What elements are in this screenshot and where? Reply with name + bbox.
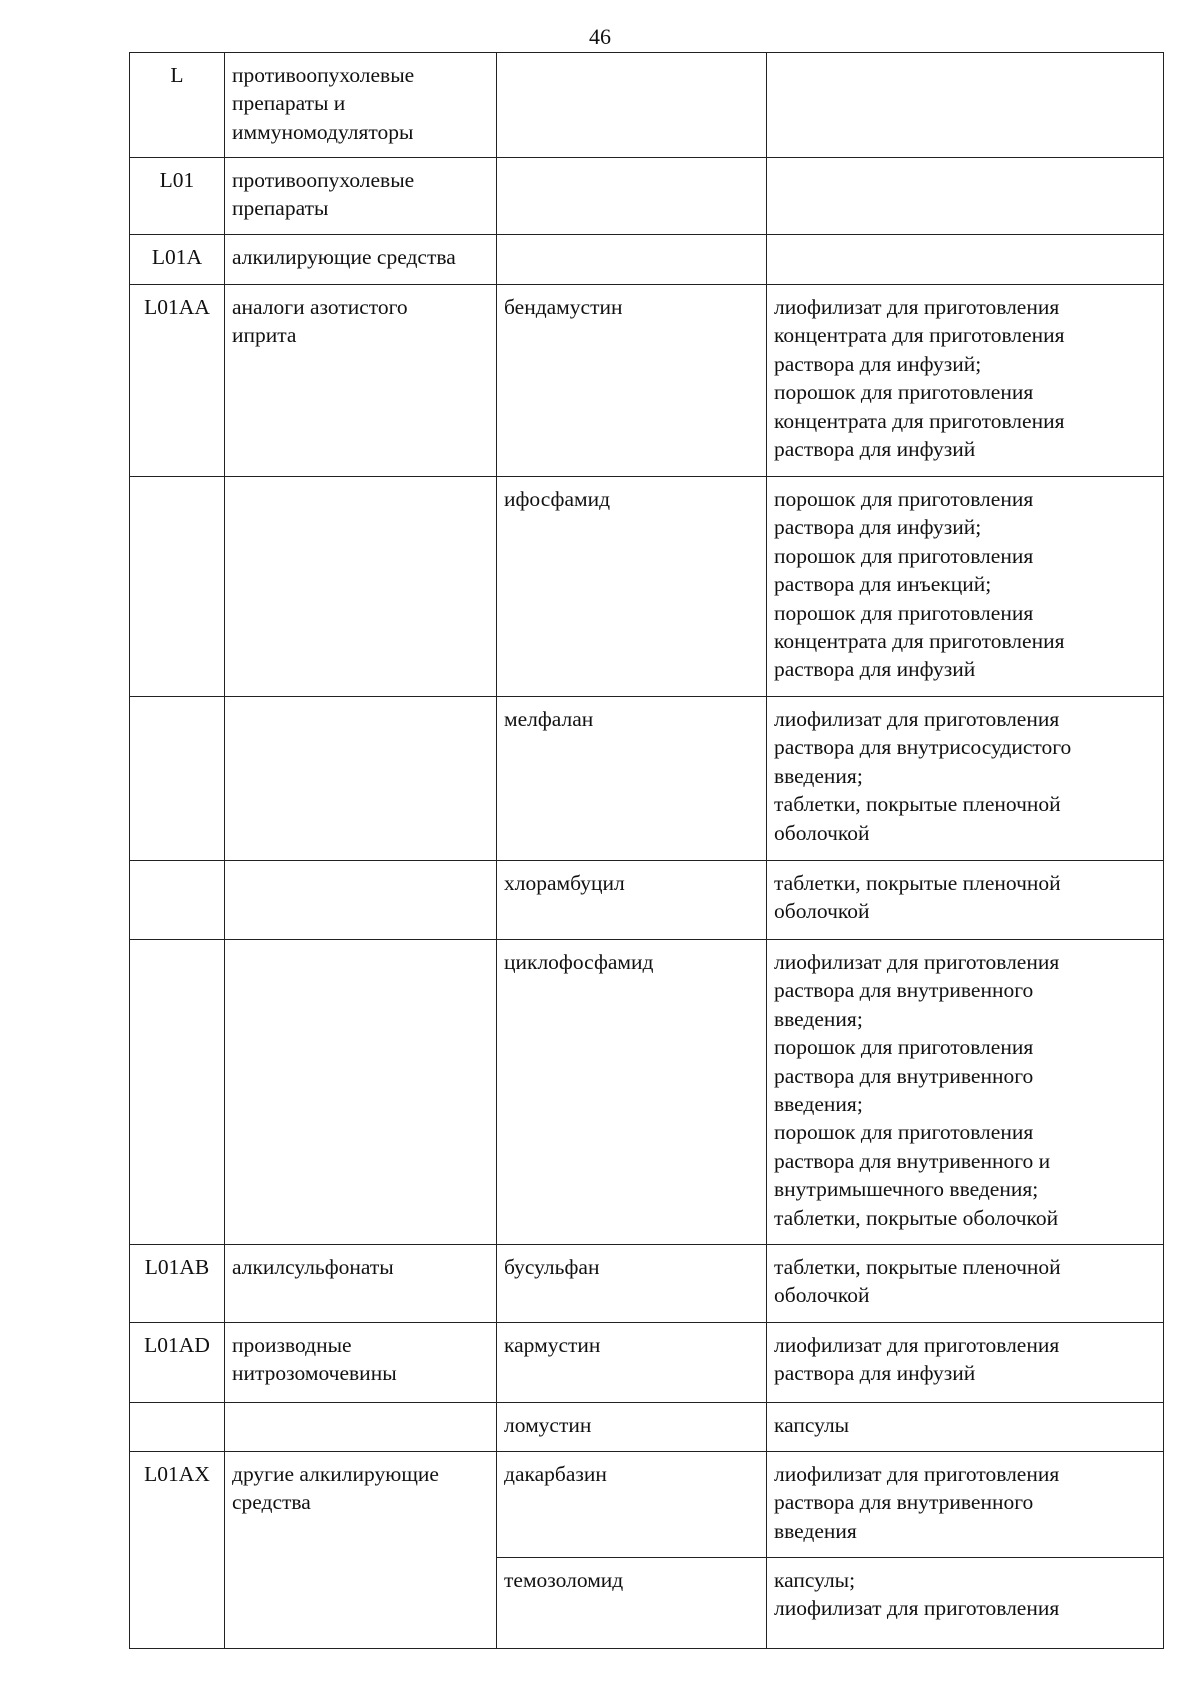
table-row [130, 940, 1164, 1245]
atc-code-cell [130, 697, 225, 861]
group-name-cell: противоопухолевые препараты [225, 158, 497, 235]
atc-code-cell: L01AD [130, 1323, 225, 1403]
atc-code-cell [130, 1403, 225, 1452]
table-row [130, 861, 1164, 940]
atc-code-cell: L01AB [130, 1245, 225, 1323]
drug-name-cell [497, 158, 767, 235]
drug-table [129, 52, 1164, 1649]
drug-name-cell: бендамустин [497, 285, 767, 477]
dosage-form-cell: порошок для приготовления раствора для инфузий; порошок для приготовления раствора для инъекций; порошок для приготовления концентрата для приготовления раствора для инфузий [767, 477, 1164, 697]
group-name-cell: аналоги азотистого иприта [225, 285, 497, 477]
dosage-form-cell [767, 158, 1164, 235]
drug-name-cell: циклофосфамид [497, 940, 767, 1245]
table-row [130, 1245, 1164, 1323]
group-name-cell [225, 1403, 497, 1452]
dosage-form-cell: лиофилизат для приготовления концентрата для приготовления раствора для инфузий; порошок для приготовления концентрата для приготовления раствора для инфузий [767, 285, 1164, 477]
table-row [130, 477, 1164, 697]
dosage-form-cell: лиофилизат для приготовления раствора для внутривенного введения [767, 1452, 1164, 1558]
group-name-cell [225, 697, 497, 861]
atc-code-cell: L01 [130, 158, 225, 235]
group-name-cell [225, 861, 497, 940]
dosage-form-cell: лиофилизат для приготовления раствора для внутрисосудистого введения; таблетки, покрытые пленочной оболочкой [767, 697, 1164, 861]
atc-code-cell [130, 477, 225, 697]
atc-code-cell: L01A [130, 235, 225, 285]
dosage-form-cell: таблетки, покрытые пленочной оболочкой [767, 861, 1164, 940]
dosage-form-cell: капсулы [767, 1403, 1164, 1452]
group-name-cell [225, 477, 497, 697]
group-name-cell: алкилирующие средства [225, 235, 497, 285]
dosage-form-cell: лиофилизат для приготовления раствора для инфузий [767, 1323, 1164, 1403]
drug-name-cell: темозоломид [497, 1558, 767, 1649]
table-row [130, 697, 1164, 861]
atc-code-cell [130, 861, 225, 940]
table-row [130, 1323, 1164, 1403]
dosage-form-cell: лиофилизат для приготовления раствора для внутривенного введения; порошок для приготовления раствора для внутривенного введения; порошок для приготовления раствора для внутривенного и внутримышечного введения; таблетки, покрытые оболочкой [767, 940, 1164, 1245]
dosage-form-cell: капсулы; лиофилизат для приготовления [767, 1558, 1164, 1649]
drug-name-cell [497, 53, 767, 158]
table-row [130, 1403, 1164, 1452]
atc-code-cell [130, 940, 225, 1245]
drug-name-cell: дакарбазин [497, 1452, 767, 1558]
table-row [130, 158, 1164, 235]
drug-name-cell: ифосфамид [497, 477, 767, 697]
atc-code-cell: L01AX [130, 1452, 225, 1649]
atc-code-cell: L01AA [130, 285, 225, 477]
atc-code-cell: L [130, 53, 225, 158]
group-name-cell: другие алкилирующие средства [225, 1452, 497, 1649]
drug-name-cell: мелфалан [497, 697, 767, 861]
table-row [130, 1452, 1164, 1558]
page-number: 46 [589, 24, 611, 49]
group-name-cell: производные нитрозомочевины [225, 1323, 497, 1403]
dosage-form-cell: таблетки, покрытые пленочной оболочкой [767, 1245, 1164, 1323]
table-row [130, 235, 1164, 285]
table-row [130, 285, 1164, 477]
table-row [130, 53, 1164, 158]
group-name-cell [225, 940, 497, 1245]
drug-name-cell: хлорамбуцил [497, 861, 767, 940]
group-name-cell: алкилсульфонаты [225, 1245, 497, 1323]
drug-name-cell: ломустин [497, 1403, 767, 1452]
group-name-cell: противоопухолевые препараты и иммуномодуляторы [225, 53, 497, 158]
dosage-form-cell [767, 235, 1164, 285]
dosage-form-cell [767, 53, 1164, 158]
drug-name-cell [497, 235, 767, 285]
drug-name-cell: бусульфан [497, 1245, 767, 1323]
drug-name-cell: кармустин [497, 1323, 767, 1403]
